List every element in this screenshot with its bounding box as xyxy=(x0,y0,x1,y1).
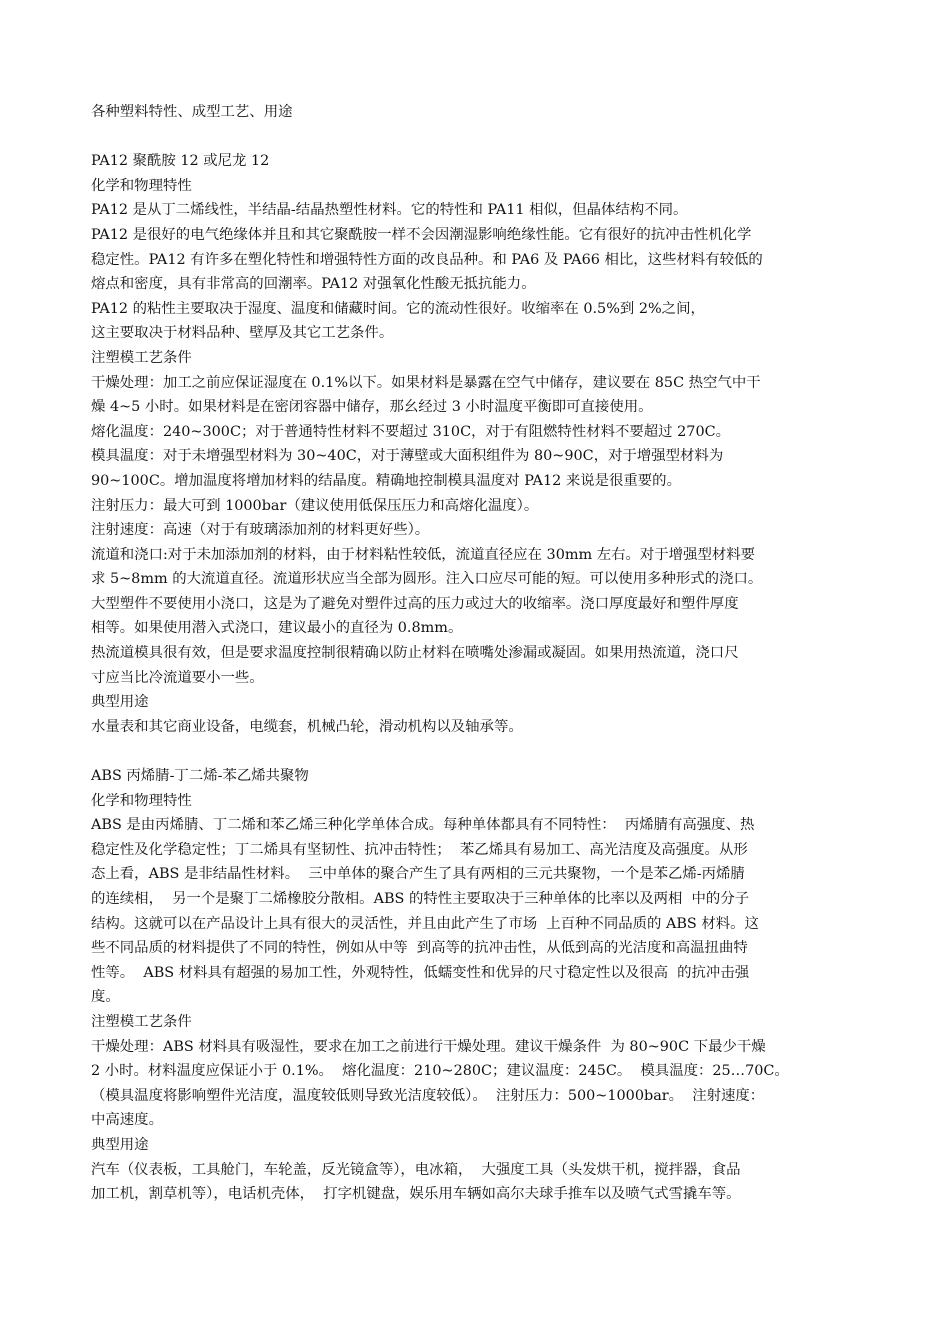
pa12-chem-paragraph-2-line: 熔点和密度，具有非常高的回潮率。PA12 对强氧化性酸无抵抗能力。 xyxy=(91,276,536,293)
pa12-injection-speed: 注射速度：高速（对于有玻璃添加剂的材料更好些）。 xyxy=(91,522,430,539)
document-page xyxy=(91,100,861,1207)
pa12-chem-paragraph-1: PA12 是从丁二烯线性，半结晶-结晶热塑性材料。它的特性和 PA11 相似，但晶体结构不同。 xyxy=(91,202,688,219)
pa12-drying-line: 燥 4~5 小时。如果材料是在密闭容器中储存，那幺经过 3 小时温度平衡即可直接使用。 xyxy=(91,399,653,416)
pa12-mold-temperature-line: 90~100C。增加温度将增加材料的结晶度。精确地控制模具温度对 PA12 来说是很重要的。 xyxy=(91,472,681,489)
pa12-injection-pressure: 注射压力：最大可到 1000bar（建议使用低保压压力和高熔化温度）。 xyxy=(91,497,539,514)
pa12-chem-paragraph-2-line: 稳定性。PA12 有许多在塑化特性和增强特性方面的改良品种。和 PA6 及 PA66 相比，这些材料有较低的 xyxy=(91,251,763,268)
pa12-heading: PA12 聚酰胺 12 或尼龙 12 xyxy=(91,153,270,170)
pa12-mold-temperature-line: 模具温度：对于未增强型材料为 30~40C，对于薄壁或大面积组件为 80~90C，对于增强型材料为 xyxy=(91,448,724,465)
abs-use-line: 加工机，割草机等），电话机壳体， 打字机键盘，娱乐用车辆如高尔夫球手推车以及喷气式雪撬车等。 xyxy=(91,1186,741,1203)
abs-chem-line: 度。 xyxy=(91,989,120,1006)
pa12-chem-paragraph-3-line: 这主要取决于材料品种、壁厚及其它工艺条件。 xyxy=(91,325,394,342)
abs-chem-line: ABS 是由丙烯腈、丁二烯和苯乙烯三种化学单体合成。每种单体都具有不同特性： 丙烯腈有高强度、热 xyxy=(91,817,755,834)
abs-chem-line: 结构。这就可以在产品设计上具有很大的灵活性，并且由此产生了市场 上百种不同品质的 ABS 材料。这 xyxy=(91,915,759,932)
abs-chem-line: 态上看，ABS 是非结晶性材料。 三中单体的聚合产生了具有两相的三元共聚物，一个是苯乙烯-丙烯腈 xyxy=(91,866,745,883)
pa12-use-heading: 典型用途 xyxy=(91,694,149,711)
pa12-chem-heading: 化学和物理特性 xyxy=(91,177,192,194)
abs-use-heading: 典型用途 xyxy=(91,1136,149,1153)
pa12-use-text: 水量表和其它商业设备，电缆套，机械凸轮，滑动机构以及轴承等。 xyxy=(91,718,523,735)
abs-chem-heading: 化学和物理特性 xyxy=(91,792,192,809)
abs-chem-line: 性等。 ABS 材料具有超强的易加工性，外观特性，低蠕变性和优异的尺寸稳定性以及很高 的抗冲击强 xyxy=(91,964,750,981)
abs-process-heading: 注塑模工艺条件 xyxy=(91,1013,192,1030)
abs-process-line: 2 小时。材料温度应保证小于 0.1%。 熔化温度：210~280C；建议温度：245C。 模具温度：25…70C。 xyxy=(91,1063,789,1080)
pa12-runner-line: 相等。如果使用潜入式浇口，建议最小的直径为 0.8mm。 xyxy=(91,620,463,637)
abs-process-line: （模具温度将影响塑件光洁度，温度较低则导致光洁度较低）。 注射压力：500~1000bar。 注射速度： xyxy=(91,1087,765,1104)
pa12-hot-runner-line: 热流道模具很有效，但是要求温度控制很精确以防止材料在喷嘴处渗漏或凝固。如果用热流道，浇口尺 xyxy=(91,645,739,662)
pa12-drying-line: 干燥处理：加工之前应保证湿度在 0.1%以下。如果材料是暴露在空气中储存，建议要在 85C 热空气中干 xyxy=(91,374,761,391)
pa12-process-heading: 注塑模工艺条件 xyxy=(91,349,192,366)
abs-chem-line: 稳定性及化学稳定性；丁二烯具有坚韧性、抗冲击特性； 苯乙烯具有易加工、高光洁度及高强度。从形 xyxy=(91,841,748,858)
pa12-runner-line: 求 5~8mm 的大流道直径。流道形状应当全部为圆形。注入口应尽可能的短。可以使用多种形式的浇口。 xyxy=(91,571,763,588)
abs-heading: ABS 丙烯腈-丁二烯-苯乙烯共聚物 xyxy=(91,768,309,785)
document-title: 各种塑料特性、成型工艺、用途 xyxy=(91,104,293,120)
pa12-runner-line: 大型塑件不要使用小浇口，这是为了避免对塑件过高的压力或过大的收缩率。浇口厚度最好和塑件厚度 xyxy=(91,595,739,612)
abs-chem-line: 的连续相， 另一个是聚丁二烯橡胶分散相。ABS 的特性主要取决于三种单体的比率以及两相 中的分子 xyxy=(91,891,750,907)
pa12-runner-line: 流道和浇口:对于未加添加剂的材料，由于材料粘性较低，流道直径应在 30mm 左右。对于增强型材料要 xyxy=(91,546,756,563)
pa12-hot-runner-line: 寸应当比冷流道要小一些。 xyxy=(91,669,264,686)
abs-chem-line: 些不同品质的材料提供了不同的特性，例如从中等 到高等的抗冲击性，从低到高的光洁度和高温扭曲特 xyxy=(91,940,748,957)
pa12-chem-paragraph-2-line: PA12 是很好的电气绝缘体并且和其它聚酰胺一样不会因潮湿影响绝缘性能。它有很好的抗冲击性机化学 xyxy=(91,226,752,243)
pa12-chem-paragraph-3-line: PA12 的粘性主要取决于湿度、温度和储藏时间。它的流动性很好。收缩率在 0.5%到 2%之间， xyxy=(91,300,705,317)
pa12-melt-temperature: 熔化温度：240~300C；对于普通特性材料不要超过 310C，对于有阻燃特性材料不要超过 270C。 xyxy=(91,423,731,440)
abs-use-line: 汽车（仪表板，工具舱门，车轮盖，反光镜盒等），电冰箱， 大强度工具（头发烘干机，搅拌器，食品 xyxy=(91,1161,741,1178)
spacer xyxy=(91,125,861,150)
abs-process-line: 中高速度。 xyxy=(91,1112,163,1129)
spacer xyxy=(91,739,861,764)
abs-process-line: 干燥处理：ABS 材料具有吸湿性，要求在加工之前进行干燥处理。建议干燥条件 为 80~90C 下最少干燥 xyxy=(91,1038,766,1055)
